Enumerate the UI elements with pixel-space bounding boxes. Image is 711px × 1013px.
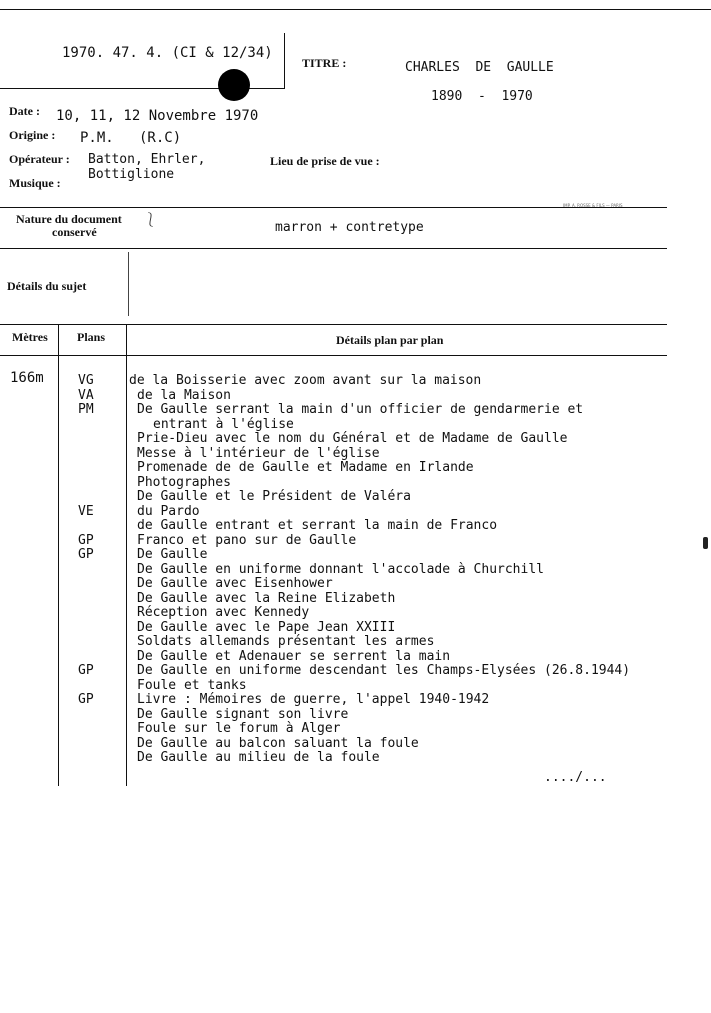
col-metres-header: Mètres <box>12 330 48 344</box>
continuation-mark: ..../... <box>544 770 607 785</box>
nature-label-2: conservé <box>52 225 97 239</box>
plan-detail-text: De Gaulle au milieu de la foule <box>137 750 380 765</box>
plan-detail-text: De Gaulle <box>137 547 208 562</box>
plan-detail-text: Livre : Mémoires de guerre, l'appel 1940-1942 <box>137 692 490 707</box>
plan-code: VG <box>78 373 94 388</box>
rule-nature-top <box>0 207 667 208</box>
rule-table-top <box>0 324 667 325</box>
musique-label: Musique : <box>9 176 61 190</box>
plan-detail-text: De Gaulle avec la Reine Elizabeth <box>137 590 396 606</box>
title-dates: 1890 - 1970 <box>431 89 533 104</box>
plan-code: VE <box>78 503 94 519</box>
metres-value: 166m <box>10 370 44 386</box>
plan-detail-text: entrant à l'église <box>153 416 294 432</box>
plan-code: GP <box>78 547 94 562</box>
rule-table-header-bottom <box>0 355 667 356</box>
col-divider-plans <box>126 324 127 786</box>
plan-detail-text: Messe à l'intérieur de l'église <box>137 445 380 461</box>
plan-detail-text: De Gaulle en uniforme donnant l'accolade à Churchill <box>137 561 544 577</box>
details-brace-line <box>128 252 129 316</box>
date-label: Date : <box>9 104 40 118</box>
plan-code: GP <box>78 692 94 707</box>
operateur-label: Opérateur : <box>9 152 70 166</box>
plan-detail-text: De Gaulle et le Président de Valéra <box>137 489 411 504</box>
plan-detail-text: De Gaulle serrant la main d'un officier de gendarmerie et <box>137 402 584 417</box>
plan-detail-text: De Gaulle en uniforme descendant les Champs-Elysées (26.8.1944) <box>137 663 631 678</box>
plan-detail-text: du Pardo <box>137 503 200 519</box>
document-title: CHARLES DE GAULLE <box>405 60 554 75</box>
plan-detail-text: De Gaulle avec le Pape Jean XXIII <box>137 619 396 635</box>
reference-box-right <box>284 33 285 88</box>
punch-hole-mark <box>218 69 250 101</box>
col-plans-header: Plans <box>77 330 106 344</box>
col-divider-metres <box>58 324 59 786</box>
origine-value: P.M. (R.C) <box>80 130 182 146</box>
edge-mark <box>703 537 708 549</box>
plan-detail-text: Prie-Dieu avec le nom du Général et de Madame de Gaulle <box>137 431 568 446</box>
reference-number: 1970. 47. 4. (CI & 12/34) <box>62 45 273 61</box>
plan-code: GP <box>78 663 94 678</box>
plan-detail-text: Soldats allemands présentant les armes <box>137 634 435 649</box>
top-rule <box>0 9 711 10</box>
col-details-header: Détails plan par plan <box>336 333 444 347</box>
nature-label-1: Nature du document <box>16 212 122 226</box>
operateur-value-1: Batton, Ehrler, <box>88 152 206 167</box>
plan-code: PM <box>78 402 94 417</box>
lieu-label: Lieu de prise de vue : <box>270 154 380 168</box>
plan-detail-text: de la Boisserie avec zoom avant sur la maison <box>129 373 482 388</box>
plan-detail-text: Photographes <box>137 474 231 490</box>
plan-detail-text: de la Maison <box>137 387 231 403</box>
plan-code: VA <box>78 387 94 403</box>
printer-mark: IMP. A. ROSSE & FILS — PARIS <box>563 203 623 208</box>
plan-detail-text: Foule sur le forum à Alger <box>137 721 341 736</box>
nature-value: marron + contretype <box>275 220 424 235</box>
plan-detail-text: de Gaulle entrant et serrant la main de Franco <box>137 518 498 533</box>
plan-detail-text: De Gaulle et Adenauer se serrent la main <box>137 648 451 664</box>
nature-brace: ⎱ <box>144 212 158 227</box>
details-sujet-label: Détails du sujet <box>7 279 87 293</box>
plan-detail-text: Réception avec Kennedy <box>137 605 310 620</box>
plan-detail-text: De Gaulle signant son livre <box>137 706 349 722</box>
titre-label: TITRE : <box>302 56 347 70</box>
plan-detail-text: De Gaulle au balcon saluant la foule <box>137 735 419 751</box>
date-value: 10, 11, 12 Novembre 1970 <box>56 108 259 124</box>
operateur-value-2: Bottiglione <box>88 167 175 182</box>
rule-details-top <box>0 248 667 249</box>
plan-code: GP <box>78 532 94 548</box>
plan-detail-text: Foule et tanks <box>137 677 247 693</box>
plan-detail-text: Franco et pano sur de Gaulle <box>137 532 357 548</box>
plan-detail-text: Promenade de de Gaulle et Madame en Irlande <box>137 460 474 475</box>
origine-label: Origine : <box>9 128 56 142</box>
plan-detail-text: De Gaulle avec Eisenhower <box>137 576 333 591</box>
